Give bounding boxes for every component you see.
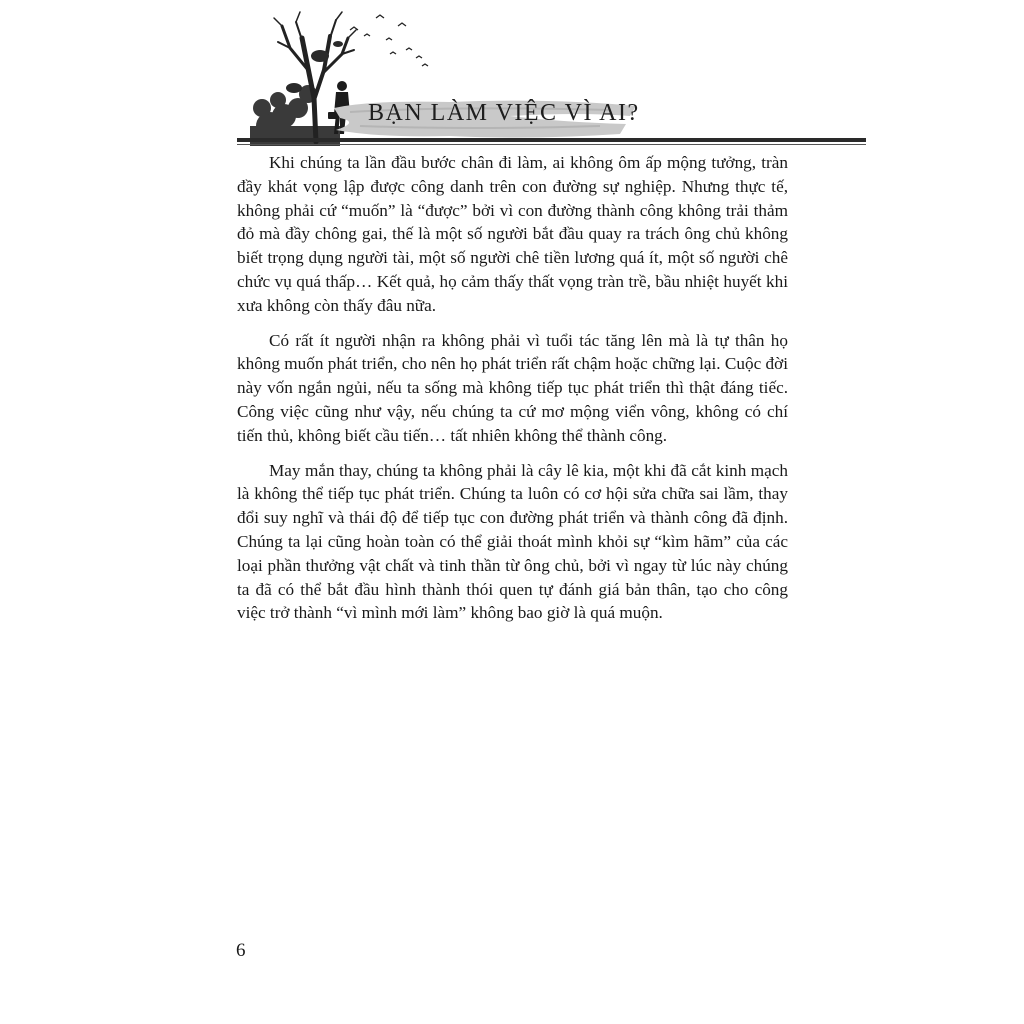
paragraph: Có rất ít người nhận ra không phải vì tuổi tác tăng lên mà là tự thân họ không muốn phát triển, cho nên họ phát triển rất chậm hoặc chững lại. Cuộc đời này vốn ngắn ngủi, nếu ta sống mà không tiếp tục phát triển thì thật đáng tiếc. Công việc cũng như vậy, nếu chúng ta cứ mơ mộng viển vông, không có chí tiến thủ, không biết cầu tiến… tất nhiên không thể thành công. — [237, 330, 788, 445]
body-text — [237, 151, 788, 636]
page-number: 6 — [236, 940, 246, 961]
paragraph: Khi chúng ta lần đầu bước chân đi làm, ai không ôm ấp mộng tưởng, tràn đầy khát vọng lập được công danh trên con đường sự nghiệp. Nhưng thực tế, không phải cứ “muốn” là “được” bởi vì con đường thành công không trải thảm đỏ mà đầy chông gai, thế là một số người bắt đầu quay ra trách ông chủ không biết trọng dụng người tài, một số người chê tiền lương quá ít, một số người chê chức vụ quá thấp… Kết quả, họ cảm thấy thất vọng tràn trề, bầu nhiệt huyết khi xưa không còn thấy đâu nữa. — [237, 153, 788, 315]
paragraph: May mắn thay, chúng ta không phải là cây lê kia, một khi đã cắt kinh mạch là không thể tiếp tục phát triển. Chúng ta luôn có cơ hội sửa chữa sai lầm, thay đổi suy nghĩ và thái độ để tiếp tục con đường phát triển và thành công đã định. Chúng ta lại cũng hoàn toàn có thể giải thoát mình khỏi sự “kìm hãm” của các loại phần thưởng vật chất và tinh thần từ ông chủ, bởi vì ngay từ lúc này chúng ta đã có thể bắt đầu hình thành thói quen tự đánh giá bản thân, tạo cho công việc trở thành “vì mình mới làm” không bao giờ là quá muộn. — [237, 460, 788, 623]
header-divider-thick — [237, 138, 866, 142]
chapter-title: BẠN LÀM VIỆC VÌ AI? — [368, 100, 640, 126]
header-divider-thin — [237, 144, 866, 145]
